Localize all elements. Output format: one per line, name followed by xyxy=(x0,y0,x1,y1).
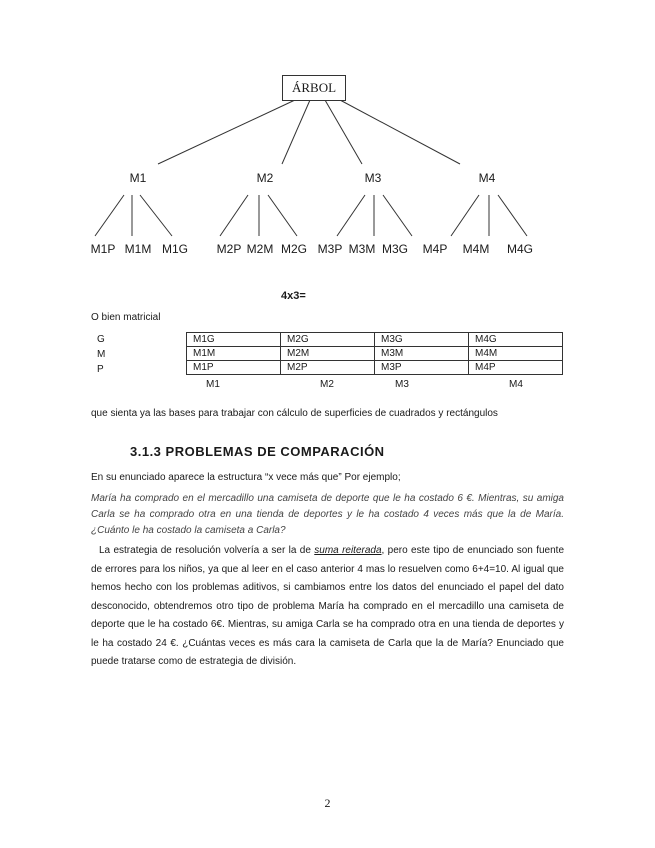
tree-diagram-lines xyxy=(0,0,655,270)
tree-leaf-m1g: M1G xyxy=(161,242,189,256)
tree-root-node xyxy=(282,75,346,101)
tree-leaf-m4m: M4M xyxy=(462,242,490,256)
matrix-col-label-m4: M4 xyxy=(509,379,523,390)
tree-leaf-m4g: M4G xyxy=(506,242,534,256)
edge-m1-m1g xyxy=(140,195,172,236)
edge-root-m1 xyxy=(158,100,295,164)
matrix-col-label-m3: M3 xyxy=(395,379,409,390)
tree-leaf-m1m: M1M xyxy=(124,242,152,256)
intro-text: En su enunciado aparece la estructura “x vece más que” Por ejemplo; xyxy=(91,472,401,483)
tree-leaf-m2p: M2P xyxy=(216,242,242,256)
matrix-col-label-m2: M2 xyxy=(320,379,334,390)
body-paragraph xyxy=(91,542,564,672)
matrix-row xyxy=(187,361,563,375)
matrix-row-label-m: M xyxy=(97,349,106,360)
edge-root-m3 xyxy=(325,100,362,164)
tree-node-m3: M3 xyxy=(364,171,382,185)
matrix-col-label-m1: M1 xyxy=(206,379,220,390)
formula: 4x3= xyxy=(281,290,306,302)
edge-m4-m4g xyxy=(498,195,527,236)
edge-m3-m3p xyxy=(337,195,365,236)
tree-node-m2: M2 xyxy=(256,171,274,185)
matrix-table xyxy=(186,332,563,375)
after-matrix-text: que sienta ya las bases para trabajar con cálculo de superficies de cuadrados y rectángulos xyxy=(91,408,498,419)
tree-node-m4: M4 xyxy=(478,171,496,185)
edge-m2-m2p xyxy=(220,195,248,236)
matrix-row-label-g: G xyxy=(97,334,105,345)
section-heading: 3.1.3 PROBLEMAS DE COMPARACIÓN xyxy=(130,444,385,459)
matrix-intro: O bien matricial xyxy=(91,312,161,323)
matrix-row-label-p: P xyxy=(97,364,104,375)
edge-m4-m4p xyxy=(451,195,479,236)
edge-root-m2 xyxy=(282,100,310,164)
matrix-cell: M3G xyxy=(375,333,469,347)
tree-leaf-m3p: M3P xyxy=(317,242,343,256)
matrix-cell: M4G xyxy=(469,333,563,347)
tree-root-label: ÁRBOL xyxy=(291,80,337,95)
tree-leaf-m2m: M2M xyxy=(246,242,274,256)
suma-reiterada-link[interactable]: suma reiterada xyxy=(314,545,382,556)
matrix-cell: M1G xyxy=(187,333,281,347)
matrix-cell: M3M xyxy=(375,347,469,361)
tree-node-m1: M1 xyxy=(129,171,147,185)
matrix-cell: M4M xyxy=(469,347,563,361)
edge-root-m4 xyxy=(340,100,460,164)
matrix-row xyxy=(187,333,563,347)
matrix-cell: M2P xyxy=(281,361,375,375)
matrix-row xyxy=(187,347,563,361)
body-text-start: La estrategia de resolución volvería a ser la de xyxy=(99,545,315,556)
matrix-cell: M1M xyxy=(187,347,281,361)
tree-leaf-m1p: M1P xyxy=(90,242,116,256)
page-number: 2 xyxy=(324,796,331,810)
example-problem: María ha comprado en el mercadillo una camiseta de deporte que le ha costado 6 €. Mientras, su amiga Carla se ha comprado otra en una tienda de deportes y le ha costado 4 veces más que la de María. ¿Cuánto le ha costado la camiseta a Carla? xyxy=(91,493,564,536)
edge-m2-m2g xyxy=(268,195,297,236)
tree-leaf-m4p: M4P xyxy=(422,242,448,256)
edge-m3-m3g xyxy=(383,195,412,236)
tree-leaf-m3g: M3G xyxy=(381,242,409,256)
body-text-end: , pero este tipo de enunciado son fuente de errores para los niños, ya que al leer en el caso anterior 4 mas lo resuelven como 6+4=10. Al igual que hemos hecho con los problemas aditivos, si cambiamos entre los datos del enunciado el papel del dato desconocido, obtendremos otro tipo de problema María ha comprado en el mercadillo una camiseta de deporte que le ha costado 6€. Mientras, su amiga Carla se ha comprado otra en una tienda de deportes y le ha costado 24 €. ¿Cuántas veces es más cara la camiseta de Carla que la de María? Enunciado que puede tratarse como de estrategia de división. xyxy=(91,545,565,667)
matrix-cell: M1P xyxy=(187,361,281,375)
tree-leaf-m3m: M3M xyxy=(348,242,376,256)
matrix-cell: M4P xyxy=(469,361,563,375)
matrix-cell: M2G xyxy=(281,333,375,347)
edge-m1-m1p xyxy=(95,195,124,236)
matrix-cell: M2M xyxy=(281,347,375,361)
tree-leaf-m2g: M2G xyxy=(280,242,308,256)
matrix-cell: M3P xyxy=(375,361,469,375)
